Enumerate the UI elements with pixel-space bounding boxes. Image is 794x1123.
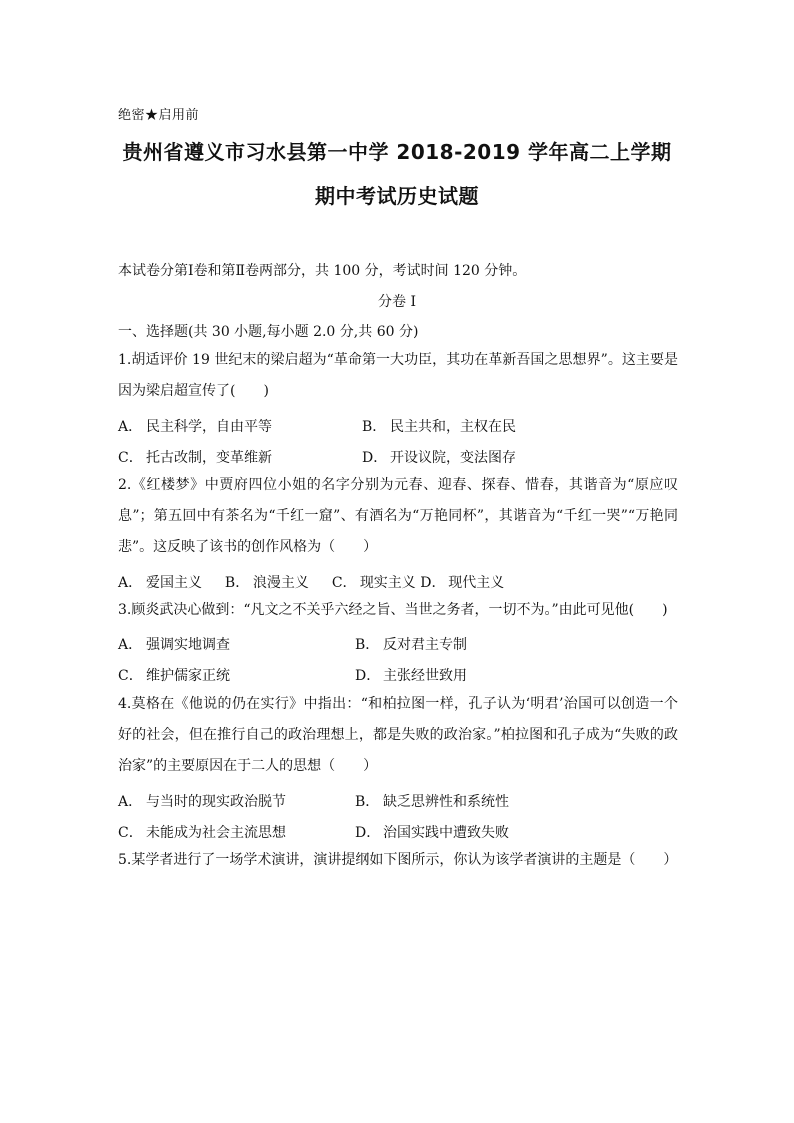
section-heading: 一、选择题(共 30 小题,每小题 2.0 分,共 60 分) [118, 324, 419, 340]
option-letter: D． [355, 668, 381, 684]
question-1-option-a [118, 416, 272, 436]
option-text: 主张经世致用 [383, 668, 467, 684]
secret-mark: 绝密★启用前 [118, 108, 200, 123]
option-letter: C． [118, 668, 143, 684]
option-letter: C． [118, 450, 143, 466]
option-text: 爱国主义 [146, 575, 202, 591]
question-4-text: 4.莫格在《他说的仍在实行》中指出：“和柏拉图一样，孔子认为‘明君’治国可以创造一个好的社会，但在推行自己的政治理想上，都是失败的政治家。”柏拉图和孔子成为“失败的政治家”的主要原因在于二人的思想（ ） [118, 696, 678, 774]
question-1-option-b [362, 416, 516, 436]
question-2-options [118, 572, 504, 592]
question-3-option-d [355, 665, 467, 685]
question-1-option-d [362, 447, 516, 467]
question-4-option-b [355, 791, 509, 811]
option-text: 现实主义 [359, 575, 416, 591]
question-4-option-d [355, 822, 509, 842]
option-letter: D． [420, 575, 446, 591]
option-text: 反对君主专制 [383, 637, 467, 653]
option-text: 缺乏思辨性和系统性 [383, 794, 509, 810]
option-text: 强调实地调查 [146, 637, 230, 653]
option-text: 维护儒家正统 [146, 668, 230, 684]
option-text: 开设议院，变法图存 [390, 450, 516, 466]
option-text: 浪漫主义 [252, 575, 309, 591]
question-4-option-a [118, 791, 286, 811]
option-letter: C． [118, 825, 143, 841]
option-letter: B． [362, 419, 387, 435]
option-letter: A． [118, 637, 143, 653]
option-letter: C． [331, 575, 357, 591]
exam-title-line2: 期中考试历史试题 [315, 184, 479, 208]
question-1-option-c [118, 447, 272, 467]
option-text: 托古改制，变革维新 [146, 450, 272, 466]
option-letter: A． [118, 794, 143, 810]
question-5-text: 5.某学者进行了一场学术演讲，演讲提纲如下图所示，你认为该学者演讲的主题是（ ） [118, 852, 678, 868]
option-letter: D． [355, 825, 381, 841]
option-text: 现代主义 [448, 575, 505, 591]
option-text: 与当时的现实政治脱节 [146, 794, 286, 810]
option-letter: A． [118, 419, 143, 435]
option-text: 未能成为社会主流思想 [146, 825, 286, 841]
part-label: 分卷 I [378, 294, 416, 310]
option-letter: B． [355, 794, 380, 810]
exam-title-line1: 贵州省遵义市习水县第一中学 2018-2019 学年高二上学期 [122, 140, 672, 164]
option-text: 民主共和，主权在民 [390, 419, 516, 435]
exam-intro: 本试卷分第Ⅰ卷和第Ⅱ卷两部分，共 100 分，考试时间 120 分钟。 [118, 263, 527, 279]
question-3-text: 3.顾炎武决心做到：“凡文之不关乎六经之旨、当世之务者，一切不为。”由此可见他( ) [118, 602, 668, 618]
question-3-option-c [118, 665, 230, 685]
option-letter: B． [355, 637, 380, 653]
option-letter: B． [224, 575, 250, 591]
option-text: 治国实践中遭致失败 [383, 825, 509, 841]
question-2-text: 2.《红楼梦》中贾府四位小姐的名字分别为元春、迎春、探春、惜春，其谐音为“原应叹息”；第五回中有茶名为“千红一窟”、有酒名为“万艳同杯”，其谐音为“千红一哭”“万艳同悲”。这反映了该书的创作风格为（ ） [118, 477, 678, 555]
question-1-text: 1.胡适评价 19 世纪末的梁启超为“革命第一大功臣，其功在革新吾国之思想界”。这主要是因为梁启超宣传了( ) [118, 352, 678, 399]
option-letter: A． [118, 575, 143, 591]
question-3-option-b [355, 634, 467, 654]
option-letter: D． [362, 450, 388, 466]
question-3-option-a [118, 634, 230, 654]
question-4-option-c [118, 822, 286, 842]
option-text: 民主科学，自由平等 [146, 419, 272, 435]
